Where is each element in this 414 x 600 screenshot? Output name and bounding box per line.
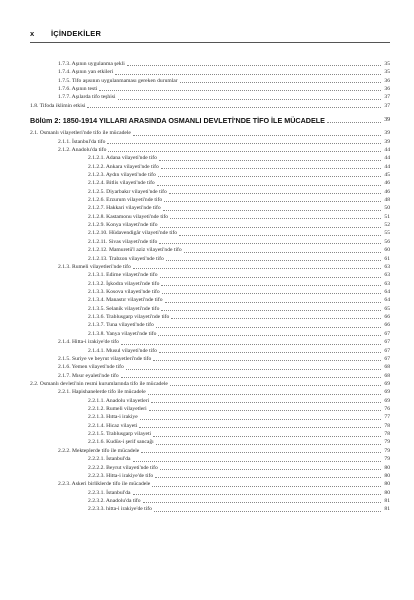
toc-entry-page: 79 — [384, 456, 390, 463]
toc-entry-page: 61 — [384, 255, 390, 262]
toc-entry-title: 2.2.3.3. hitta-i irakiye'de tifo — [88, 506, 152, 513]
toc-entry-page: 35 — [384, 61, 390, 67]
dot-leader — [165, 302, 382, 303]
toc-row — [88, 422, 390, 430]
toc-entry-title: 1.7.3. Aşının uygulanma şekli — [58, 61, 125, 67]
dot-leader — [148, 394, 381, 395]
toc-entry-page: 69 — [384, 380, 390, 387]
header-title: İÇİNDEKİLER — [51, 29, 102, 38]
toc-row — [88, 305, 390, 313]
toc-row — [58, 263, 390, 271]
toc-entry-title: 2.1.7. Mısır eyaleti'nde tifo — [58, 372, 119, 379]
toc-row — [58, 93, 390, 101]
toc-row — [88, 213, 390, 221]
page-number: x — [30, 29, 35, 38]
toc-entry-page: 79 — [384, 447, 390, 454]
toc-entry-title: 2.2.1.2. Rumeli vilayetleri — [88, 406, 147, 413]
dot-leader — [127, 65, 381, 66]
toc-entry-title: Bölüm 2: 1850-1914 YILLARI ARASINDA OSMANLI DEVLETİ'NDE TİFO İLE MÜCADELE — [30, 116, 325, 126]
dot-leader — [160, 227, 381, 228]
toc-entry-title: 2.1.2. Anadolu'da tifo — [58, 146, 107, 153]
toc-row — [88, 505, 390, 513]
dot-leader — [133, 135, 381, 136]
toc-entry-title: 2.1.2.12. Mamuretü'l aziz vilayeti'nde tifo — [88, 247, 182, 254]
dot-leader — [158, 335, 381, 336]
toc-entry-page: 76 — [384, 406, 390, 413]
toc-row — [88, 204, 390, 212]
toc-row — [30, 102, 390, 110]
dot-leader — [121, 377, 381, 378]
toc-row — [88, 321, 390, 329]
toc-entry-title: 2.2.2. Mekteplerde tifo ile mücadele — [58, 447, 140, 454]
toc-entry-page: 63 — [384, 263, 390, 270]
toc-entry-title: 2.1.3. Rumeli vilayetleri'nde tifo — [58, 263, 131, 270]
toc-entry-page: 80 — [384, 481, 390, 488]
toc-row — [88, 179, 390, 187]
toc-row — [88, 154, 390, 162]
dot-leader — [171, 318, 381, 319]
toc-row — [88, 472, 390, 480]
toc-row — [58, 60, 390, 68]
dot-leader — [161, 310, 381, 311]
toc-entry-title: 2.1.4. Hitta-i irakiye'de tifo — [58, 339, 119, 346]
dot-leader — [149, 410, 381, 411]
dot-leader — [121, 344, 381, 345]
toc-row — [58, 138, 390, 146]
toc-entry-page: 39 — [384, 138, 390, 145]
dot-leader — [164, 201, 381, 202]
toc-row — [88, 255, 390, 263]
toc-entry-page: 55 — [384, 230, 390, 237]
dot-leader — [118, 99, 382, 100]
toc-row — [58, 447, 390, 455]
dot-leader — [139, 427, 381, 428]
dot-leader — [140, 419, 381, 420]
toc-entry-page: 37 — [384, 102, 390, 109]
toc-entry-page: 46 — [384, 188, 390, 195]
toc-entry-title: 2.1.5. Suriye ve beyrut vilayetleri'nde tifo — [58, 355, 152, 362]
dot-leader — [161, 285, 381, 286]
toc-entry-title: 2.1.2.9. Konya vilayeti'nde tifo — [88, 222, 158, 229]
toc-entry-page: 60 — [384, 247, 390, 254]
dot-leader — [153, 360, 381, 361]
toc-entry-title: 2.1.3.4. Manastır vilayeti'nde tifo — [88, 297, 163, 304]
toc-row — [88, 438, 390, 446]
toc-entry-page: 66 — [384, 314, 390, 321]
toc-entry-title: 2.2.1.5. Trablusgarp vilayeti — [88, 431, 152, 438]
dot-leader — [154, 511, 381, 512]
dot-leader — [158, 176, 381, 177]
toc-entry-page: 63 — [384, 280, 390, 287]
dot-leader — [157, 185, 381, 186]
toc-entry-title: 2.1.2.10. Hüdavendigâr vilayeti'nde tifo — [88, 230, 178, 237]
dot-leader — [161, 168, 381, 169]
toc-entry-page: 66 — [384, 322, 390, 329]
toc-row — [58, 480, 390, 488]
toc-entry-title: 1.7.7. Aşılarda tifo teşhisi — [58, 94, 116, 101]
toc-entry-page: 81 — [384, 498, 390, 504]
dot-leader — [133, 494, 382, 495]
dot-leader — [169, 193, 381, 194]
toc-entry-title: 2.2.1.6. Kudüs-i şerif sancağı — [88, 439, 154, 446]
running-header — [30, 29, 390, 41]
toc-entry-page: 67 — [384, 355, 390, 362]
toc-entry-title: 2.2. Osmanlı devleti'nin resmi kurumlarında tifo ile mücadele — [30, 380, 168, 387]
toc-row — [58, 146, 390, 154]
toc-row — [88, 188, 390, 196]
toc-entry-page: 36 — [384, 77, 390, 84]
toc-row — [88, 347, 390, 355]
toc-entry-title: 1.7.5. Tifo aşısının uygulanmaması gereken durumlar — [58, 77, 178, 84]
dot-leader — [99, 90, 381, 91]
toc-entry-title: 2.1.4.1. Musul vilayeti'nde tifo — [88, 347, 157, 354]
toc-entry-page: 79 — [384, 439, 390, 446]
dot-leader — [156, 444, 381, 445]
toc-entry-title: 2.1. Osmanlı vilayetleri'nde tifo ile mücadele — [30, 130, 131, 137]
dot-leader — [107, 143, 381, 144]
toc-entry-page: 63 — [384, 272, 390, 279]
toc-entry-page: 51 — [384, 213, 390, 220]
toc-entry-title: 1.8. Tifoda iklimin etkisi — [30, 102, 86, 109]
toc-entry-page: 37 — [384, 94, 390, 101]
toc-row — [88, 464, 390, 472]
toc-entry-page: 67 — [384, 330, 390, 337]
toc-entry-page: 68 — [384, 372, 390, 379]
toc-entry-title: 2.1.2.1. Adana vilayeti'nde tifo — [88, 155, 157, 162]
dot-leader — [155, 477, 381, 478]
toc-entry-page: 65 — [384, 305, 390, 312]
toc-entry-title: 2.1.2.13. Trabzon vilayeti'nde tifo — [88, 255, 164, 262]
toc-row — [30, 380, 390, 388]
toc-entry-title: 2.1.2.6. Erzurum vilayeti'nde tifo — [88, 197, 163, 204]
toc-entry-page: 45 — [384, 171, 390, 178]
dot-leader — [163, 210, 381, 211]
toc-entry-page: 44 — [384, 163, 390, 170]
toc-entry-page: 46 — [384, 180, 390, 187]
toc-entry-page: 64 — [384, 297, 390, 304]
toc-row — [58, 355, 390, 363]
dot-leader — [184, 252, 381, 253]
dot-leader — [153, 436, 381, 437]
toc-entry-page: 44 — [384, 155, 390, 162]
toc-entry-page: 64 — [384, 289, 390, 295]
dot-leader — [87, 107, 381, 108]
toc-entry-page: 69 — [384, 397, 390, 404]
toc-entry-title: 2.2.2.2. Beyrut vilayeti'nde tifo — [88, 464, 158, 471]
toc-row — [88, 246, 390, 254]
toc-entry-page: 56 — [384, 238, 390, 245]
toc-entry-title: 2.1.2.2. Ankara vilayeti'nde tifo — [88, 163, 159, 170]
toc-row — [58, 372, 390, 380]
dot-leader — [143, 502, 381, 503]
header-rule — [30, 42, 390, 43]
toc-entry-page: 69 — [384, 389, 390, 396]
toc-entry-page: 35 — [384, 69, 390, 76]
dot-leader — [160, 277, 381, 278]
dot-leader — [180, 82, 381, 83]
toc-entry-page: 39 — [384, 130, 390, 137]
toc-entry-title: 2.1.3.3. Kosova vilayeti'nde tifo — [88, 289, 160, 295]
dot-leader — [170, 218, 381, 219]
toc-entry-page: 78 — [384, 431, 390, 438]
toc-row — [88, 497, 390, 505]
toc-row — [58, 77, 390, 85]
toc-row — [88, 163, 390, 171]
dot-leader — [179, 235, 381, 236]
toc-entry-page: 68 — [384, 364, 390, 371]
toc-entry-title: 2.1.3.8. Yanya vilayeti'nde tifo — [88, 330, 157, 337]
dot-leader — [162, 293, 381, 294]
toc-row — [58, 388, 390, 396]
toc-row — [88, 313, 390, 321]
dot-leader — [159, 160, 381, 161]
toc-entry-title: 2.1.3.7. Tuna vilayeti'nde tifo — [88, 322, 154, 329]
toc-entry-page: 80 — [384, 464, 390, 471]
dot-leader — [166, 260, 381, 261]
dot-leader — [133, 268, 381, 269]
toc-row — [88, 455, 390, 463]
toc-entry-title: 2.1.3.5. Selanik vilayeti'nde tifo — [88, 305, 160, 312]
dot-leader — [170, 385, 381, 386]
toc-entry-title: 2.1.2.5. Diyarbakır vilayeti'nde tifo — [88, 188, 167, 195]
toc-row — [58, 68, 390, 76]
toc-row — [88, 288, 390, 296]
toc-entry-title: 2.1.2.11. Sivas vilayeti'nde tifo — [88, 238, 158, 245]
dot-leader — [151, 402, 381, 403]
toc-entry-title: 1.7.6. Aşının testi — [58, 86, 98, 93]
dot-leader — [159, 352, 381, 353]
toc-entry-title: 2.2.3. Askeri birliklerde tifo ile mücadele — [58, 481, 151, 488]
toc-entry-title: 2.2.1.4. Hicaz vilayeti — [88, 422, 138, 429]
toc-entry-title: 2.2.1.3. Hıtta-i irakiye — [88, 414, 138, 421]
toc-row — [58, 338, 390, 346]
toc-entry-page: 80 — [384, 489, 390, 496]
toc-entry-page: 48 — [384, 197, 390, 204]
toc-row — [88, 397, 390, 405]
toc-row — [88, 489, 390, 497]
toc-row — [58, 363, 390, 371]
toc-row — [88, 196, 390, 204]
toc-entry-page: 36 — [384, 86, 390, 93]
toc-entry-page: 39 — [384, 117, 390, 124]
toc-entry-title: 2.2.1.1. Anadolu vilayetleri — [88, 397, 150, 404]
toc-row — [88, 413, 390, 421]
toc-entry-title: 2.1.3.2. İşkodra vilayeti'nde tifo — [88, 280, 160, 287]
dot-leader — [152, 486, 381, 487]
dot-leader — [156, 327, 381, 328]
toc-entry-page: 67 — [384, 347, 390, 354]
toc-entry-page: 81 — [384, 506, 390, 513]
toc-entry-title: 2.1.3.1. Edirne vilayeti'nde tifo — [88, 272, 158, 279]
dot-leader — [133, 461, 382, 462]
toc-entry-title: 2.2.2.1. İstanbul'da — [88, 456, 131, 463]
toc-row — [58, 85, 390, 93]
dot-leader — [327, 122, 381, 123]
toc-entry-page: 67 — [384, 339, 390, 346]
toc-entry-page: 52 — [384, 222, 390, 229]
toc-row — [88, 330, 390, 338]
toc-entry-title: 2.1.1. İstanbul'da tifo — [58, 138, 106, 145]
dot-leader — [160, 469, 381, 470]
dot-leader — [108, 151, 381, 152]
dot-leader — [126, 369, 381, 370]
toc-entry-title: 2.2.1. Hapishanelerde tifo ile mücadele — [58, 389, 146, 396]
toc-row — [88, 221, 390, 229]
dot-leader — [159, 243, 381, 244]
toc-entry-title: 2.2.2.3. Hitta-i irakiye'de tifo — [88, 472, 154, 479]
toc-row — [88, 280, 390, 288]
toc-entry-title: 2.1.6. Yemen vilayeti'nde tifo — [58, 364, 124, 371]
toc-row — [88, 405, 390, 413]
toc-entry-title: 2.1.2.3. Aydın vilayeti'nde tifo — [88, 171, 156, 178]
toc-entry-title: 2.2.3.2. Anadolu'da tifo — [88, 498, 141, 504]
toc-entry-page: 78 — [384, 422, 390, 429]
toc-entry-title: 2.1.3.6. Trablusgarp vilayeti'nde tifo — [88, 314, 170, 321]
dot-leader — [115, 74, 381, 75]
toc-entry-title: 2.1.2.8. Kastamonu vilayeti'nde tifo — [88, 213, 169, 220]
toc-entry-page: 50 — [384, 205, 390, 212]
toc-row — [88, 171, 390, 179]
toc-row — [88, 430, 390, 438]
toc-row — [88, 238, 390, 246]
toc-row — [88, 229, 390, 237]
toc-entry-title: 1.7.4. Aşının yan etkileri — [58, 69, 114, 76]
toc-entry-page: 80 — [384, 472, 390, 479]
toc-entry-title: 2.1.2.4. Bitlis vilayeti'nde tifo — [88, 180, 155, 187]
toc-entry-page: 44 — [384, 146, 390, 153]
toc-row — [88, 271, 390, 279]
toc-entry-page: 77 — [384, 414, 390, 421]
toc-row — [30, 129, 390, 137]
toc-entry-title: 2.2.3.1. İstanbul'da — [88, 489, 131, 496]
dot-leader — [141, 452, 381, 453]
toc-chapter-row — [30, 115, 390, 125]
toc-entry-title: 2.1.2.7. Hakkari vilayeti'nde tifo — [88, 205, 161, 212]
toc-row — [88, 296, 390, 304]
